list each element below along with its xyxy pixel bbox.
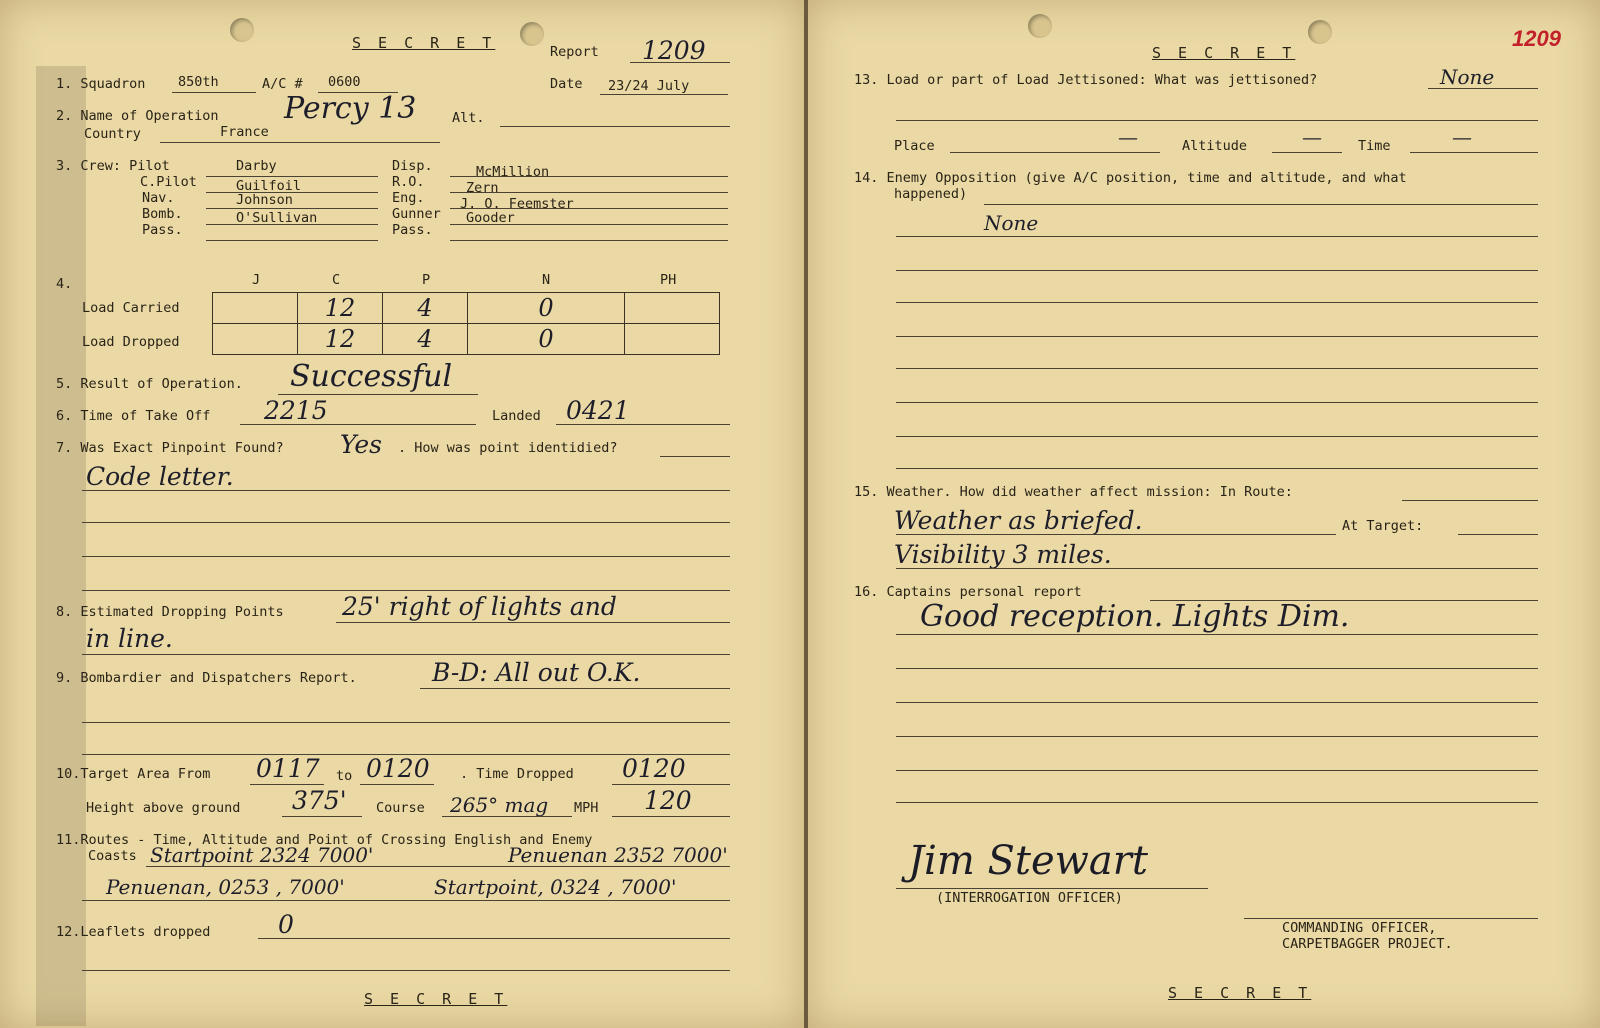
item11-label: 11.Routes - Time, Altitude and Point of Crossing English and Enemy [56, 832, 593, 848]
field-line [896, 336, 1538, 337]
field-line [630, 62, 730, 63]
field-line [206, 192, 378, 193]
field-line [82, 722, 730, 723]
item6-label: 6. Time of Take Off [56, 408, 211, 424]
result-value: Successful [290, 359, 453, 394]
load-dropped-label: Load Dropped [82, 334, 180, 350]
height-value: 375' [292, 786, 347, 815]
load-header-p: P [422, 272, 431, 288]
table-row [213, 324, 720, 355]
field-line [82, 490, 730, 491]
field-line [450, 176, 728, 177]
height-label: Height above ground [86, 800, 241, 816]
load-header-ph: PH [660, 272, 677, 288]
leaflets-value: 0 [278, 910, 294, 939]
field-line [82, 556, 730, 557]
item10-label: 10.Target Area From [56, 766, 211, 782]
how-identified-value: Code letter. [86, 462, 234, 491]
item9-label: 9. Bombardier and Dispatchers Report. [56, 670, 357, 686]
field-line [896, 402, 1538, 403]
field-line [660, 456, 730, 457]
field-line [984, 204, 1538, 205]
load-header-c: C [332, 272, 341, 288]
landed-label: Landed [492, 408, 541, 424]
field-line [1428, 88, 1538, 89]
field-line [896, 436, 1538, 437]
secret-footer: S E C R E T [364, 990, 508, 1008]
how-identified-label: . How was point identidied? [398, 440, 618, 456]
altitude-label: Altitude [1182, 138, 1248, 154]
pilot-value: Darby [236, 158, 277, 174]
punch-hole [520, 22, 544, 46]
field-line [1272, 152, 1342, 153]
country-label: Country [84, 126, 141, 142]
field-line [450, 192, 728, 193]
landed-value: 0421 [566, 396, 630, 425]
field-line [450, 208, 728, 209]
field-line [160, 142, 440, 143]
load-cell: 12 [298, 324, 383, 355]
load-cell: 0 [468, 293, 625, 324]
field-line [82, 522, 730, 523]
weather-route-value: Weather as briefed. [894, 506, 1143, 535]
mph-label: MPH [574, 800, 599, 816]
copilot-label: C.Pilot [140, 174, 197, 190]
field-line [442, 816, 572, 817]
eng-label: Eng. [392, 190, 425, 206]
disp-label: Disp. [392, 158, 433, 174]
place-value: — [1118, 125, 1138, 149]
interrogation-officer-signature: Jim Stewart [908, 838, 1148, 884]
item3-label: 3. Crew: Pilot [56, 158, 170, 174]
commanding-officer-label-2: CARPETBAGGER PROJECT. [1282, 936, 1453, 952]
field-line [82, 900, 730, 901]
load-cell [213, 324, 298, 355]
item12-label: 12.Leaflets dropped [56, 924, 211, 940]
item1-label: 1. Squadron [56, 76, 146, 92]
bomb-value: O'Sullivan [236, 210, 318, 226]
captain-report-value: Good reception. Lights Dim. [920, 599, 1350, 634]
field-line [1410, 152, 1538, 153]
to-label: to [336, 768, 353, 784]
course-value: 265° mag [450, 793, 549, 817]
ac-number: 0600 [328, 74, 361, 90]
field-line [1402, 500, 1538, 501]
time-dropped-label: . Time Dropped [460, 766, 574, 782]
route-1b: Penuenan 2352 7000' [508, 843, 728, 867]
pass-label: Pass. [142, 222, 183, 238]
weather-target-value: Visibility 3 miles. [894, 540, 1112, 569]
enemy-opposition-value: None [984, 211, 1039, 235]
field-line [82, 654, 730, 655]
punch-hole [230, 18, 254, 42]
date-label: Date [550, 76, 583, 92]
jettisoned-value: None [1440, 65, 1495, 89]
interrogation-officer-label: (INTERROGATION OFFICER) [936, 890, 1123, 906]
field-line [612, 784, 730, 785]
field-line [336, 622, 730, 623]
report-page-right [808, 0, 1600, 1028]
disp-value: McMillion [476, 164, 550, 180]
copilot-value: Guilfoil [236, 178, 302, 194]
ro-value: Zern [466, 180, 499, 196]
table-row [213, 293, 720, 324]
pass2-label: Pass. [392, 222, 433, 238]
field-line [206, 240, 378, 241]
report-number: 1209 [642, 36, 706, 65]
field-line [450, 240, 728, 241]
field-line [206, 208, 378, 209]
squadron-value: 850th [178, 74, 219, 90]
gunner-label: Gunner [392, 206, 441, 222]
time-dropped-value: 0120 [622, 754, 686, 783]
item14-label: 14. Enemy Opposition (give A/C position, time and altitude, and what [854, 170, 1407, 186]
field-line [896, 120, 1538, 121]
item5-label: 5. Result of Operation. [56, 376, 243, 392]
field-line [420, 688, 730, 689]
load-header-j: J [252, 272, 261, 288]
field-line [250, 784, 324, 785]
time-label: Time [1358, 138, 1391, 154]
load-header-n: N [542, 272, 551, 288]
load-cell: 4 [383, 324, 468, 355]
secret-header: S E C R E T [1152, 44, 1296, 62]
load-table [212, 292, 720, 355]
scan-shadow [36, 66, 86, 1026]
item2-label: 2. Name of Operation [56, 108, 219, 124]
ro-label: R.O. [392, 174, 425, 190]
nav-label: Nav. [142, 190, 175, 206]
pinpoint-found-value: Yes [340, 430, 382, 459]
load-cell: 4 [383, 293, 468, 324]
nav-value: Johnson [236, 192, 293, 208]
field-line [896, 468, 1538, 469]
field-line [896, 736, 1538, 737]
field-line [206, 176, 378, 177]
field-line [556, 424, 730, 425]
field-line [240, 424, 476, 425]
report-stamp-number: 1209 [1512, 26, 1561, 51]
load-carried-label: Load Carried [82, 300, 180, 316]
bomb-label: Bomb. [142, 206, 183, 222]
field-line [896, 702, 1538, 703]
route-2a: Penuenan, 0253 , 7000' [106, 875, 345, 899]
field-line [82, 590, 730, 591]
field-line [896, 270, 1538, 271]
item14-label-continued: happened) [894, 186, 968, 202]
commanding-officer-label-1: COMMANDING OFFICER, [1282, 920, 1437, 936]
operation-name: Percy 13 [284, 91, 417, 126]
load-cell [625, 293, 720, 324]
field-line [896, 368, 1538, 369]
field-line [896, 568, 1538, 569]
field-line [82, 970, 730, 971]
punch-hole [1028, 14, 1052, 38]
course-label: Course [376, 800, 425, 816]
field-line [1458, 534, 1538, 535]
field-line [896, 770, 1538, 771]
gunner-value: Gooder [466, 210, 515, 226]
load-cell: 0 [468, 324, 625, 355]
route-1a: Startpoint 2324 7000' [150, 843, 374, 867]
takeoff-value: 2215 [264, 396, 328, 425]
field-line [600, 94, 728, 95]
load-cell [625, 324, 720, 355]
field-line [950, 152, 1160, 153]
country-value: France [220, 124, 269, 140]
bd-report-value: B-D: All out O.K. [432, 658, 641, 687]
eng-value: J. O. Feemster [460, 196, 574, 212]
punch-hole [1308, 20, 1332, 44]
field-line [450, 224, 728, 225]
field-line [896, 634, 1538, 635]
secret-header: S E C R E T [352, 34, 496, 52]
item4-label: 4. [56, 276, 73, 292]
item7-label: 7. Was Exact Pinpoint Found? [56, 440, 284, 456]
time-value: — [1452, 125, 1472, 149]
dropping-points-line1: 25' right of lights and [342, 592, 617, 621]
item16-label: 16. Captains personal report [854, 584, 1082, 600]
altitude-value: — [1302, 125, 1322, 149]
signature-line [1244, 918, 1538, 919]
field-line [360, 784, 434, 785]
item15-label: 15. Weather. How did weather affect mission: In Route: [854, 484, 1293, 500]
target-from-value: 0117 [256, 754, 320, 783]
signature-line [896, 888, 1208, 889]
date-value: 23/24 July [608, 78, 690, 94]
report-label: Report [550, 44, 599, 60]
item8-label: 8. Estimated Dropping Points [56, 604, 284, 620]
load-cell [213, 293, 298, 324]
field-line [612, 816, 730, 817]
field-line [896, 236, 1538, 237]
field-line [282, 816, 362, 817]
mph-value: 120 [644, 786, 692, 815]
route-2b: Startpoint, 0324 , 7000' [434, 875, 677, 899]
field-line [206, 224, 378, 225]
field-line [500, 126, 730, 127]
load-cell: 12 [298, 293, 383, 324]
field-line [896, 534, 1336, 535]
field-line [172, 92, 256, 93]
field-line [896, 302, 1538, 303]
coasts-label: Coasts [88, 848, 137, 864]
alt-label: Alt. [452, 110, 485, 126]
target-to-value: 0120 [366, 754, 430, 783]
item13-label: 13. Load or part of Load Jettisoned: What was jettisoned? [854, 72, 1318, 88]
field-line [896, 802, 1538, 803]
place-label: Place [894, 138, 935, 154]
field-line [146, 866, 730, 867]
field-line [278, 394, 478, 395]
field-line [896, 668, 1538, 669]
field-line [258, 938, 730, 939]
dropping-points-line2: in line. [86, 624, 173, 653]
secret-footer: S E C R E T [1168, 984, 1312, 1002]
ac-label: A/C # [262, 76, 303, 92]
at-target-label: At Target: [1342, 518, 1424, 534]
